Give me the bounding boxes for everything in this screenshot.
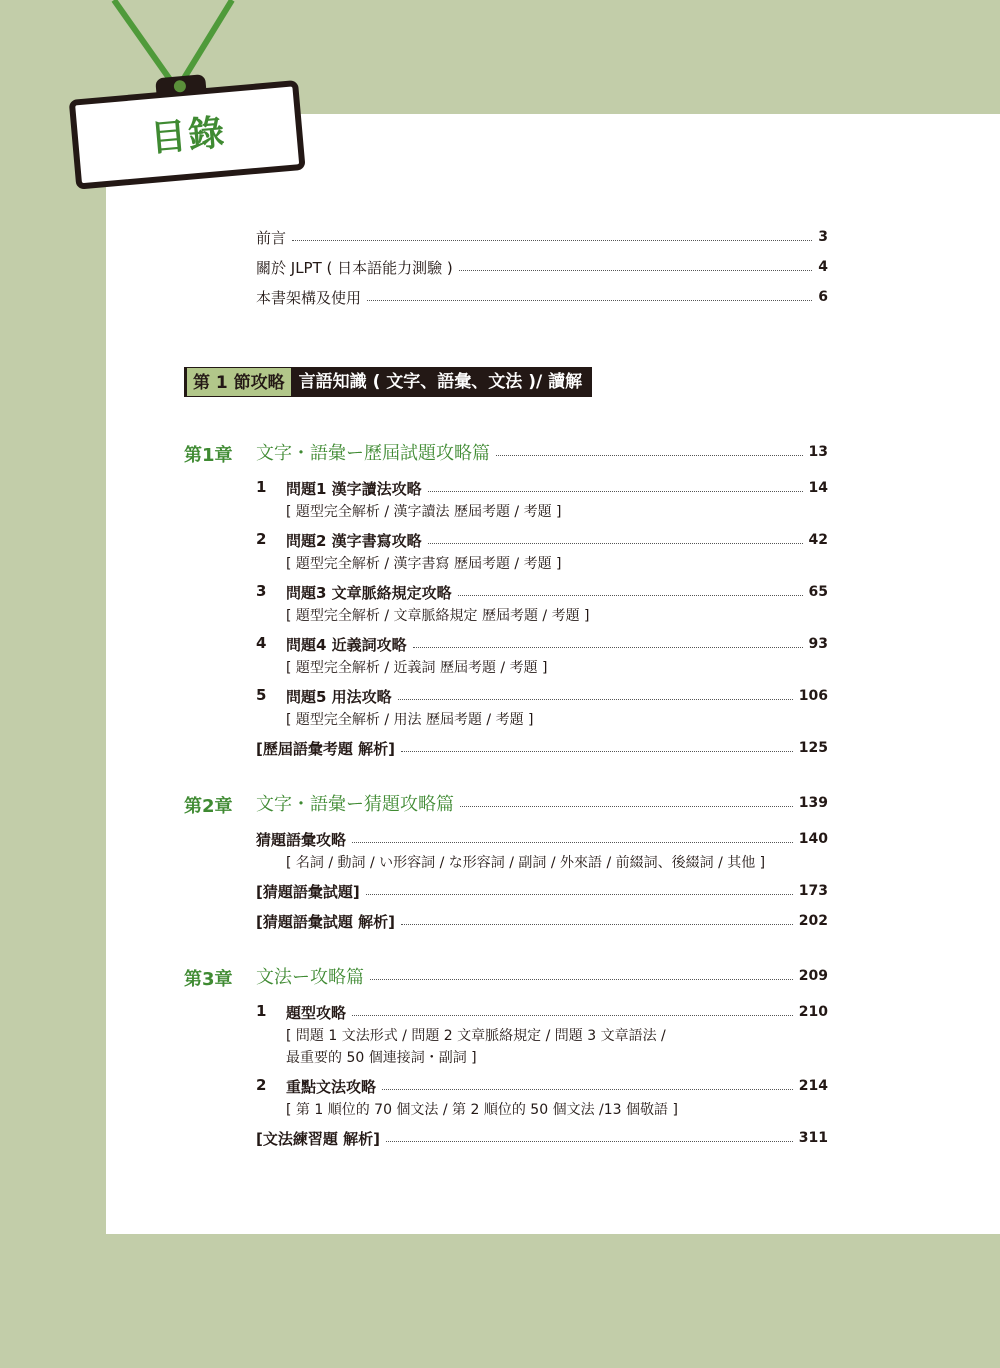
- item-number: 1: [256, 1002, 267, 1020]
- dot-leader: [413, 647, 803, 648]
- item-page: 106: [798, 688, 828, 704]
- dot-leader: [382, 1089, 793, 1090]
- toc-entry-label: 前言: [256, 228, 287, 247]
- item-title: 問題3 文章脈絡規定攻略: [286, 583, 452, 602]
- item-title: 猜題語彙攻略: [256, 830, 347, 849]
- section-title: 言語知識 ( 文字、語彙、文法 )/ 讀解: [291, 367, 592, 397]
- toc-entry-page: 6: [818, 289, 828, 305]
- dot-leader: [428, 543, 803, 544]
- extra-label: [猜題語彙試題 解析]: [256, 912, 395, 931]
- page-sheet: [106, 114, 1000, 1234]
- extra-label: [歷屆語彙考題 解析]: [256, 739, 395, 758]
- item-note: [ 題型完全解析 / 漢字讀法 歷屆考題 / 考題 ]: [286, 504, 562, 520]
- extra-page: 202: [798, 913, 828, 929]
- chapter-3-entry[interactable]: [256, 963, 828, 989]
- item-title: 問題4 近義詞攻略: [286, 635, 407, 654]
- dot-leader: [292, 240, 812, 241]
- item-title: 問題1 漢字讀法攻略: [286, 479, 422, 498]
- page-title: 目錄: [148, 112, 228, 160]
- dot-leader: [398, 699, 793, 700]
- item-page: 14: [808, 480, 828, 496]
- item-number: 5: [256, 686, 267, 704]
- dot-leader: [352, 842, 793, 843]
- item-note: [ 名詞 / 動詞 / い形容詞 / な形容詞 / 副詞 / 外來語 / 前綴詞、後綴詞 / 其他 ]: [286, 855, 766, 871]
- toc-entry-preface[interactable]: [256, 226, 828, 248]
- toc-entry-page: 4: [818, 259, 828, 275]
- chapter-title: 文字・語彙ー歷屆試題攻略篇: [256, 443, 490, 464]
- chapter-1-entry[interactable]: [256, 439, 828, 465]
- item-title: 題型攻略: [286, 1003, 347, 1022]
- toc-extra-3-1[interactable]: [256, 1127, 828, 1149]
- dot-leader: [401, 751, 793, 752]
- dot-leader: [460, 806, 793, 807]
- dot-leader: [370, 979, 793, 980]
- item-page: 93: [808, 636, 828, 652]
- toc-item-1-5[interactable]: [286, 685, 828, 707]
- toc-extra-1-1[interactable]: [256, 737, 828, 759]
- toc-entry-about-jlpt[interactable]: [256, 256, 828, 278]
- toc-item-3-1[interactable]: [286, 1001, 828, 1023]
- extra-label: [文法練習題 解析]: [256, 1129, 380, 1148]
- extra-label: [猜題語彙試題]: [256, 882, 360, 901]
- toc-extra-2-1[interactable]: [256, 880, 828, 902]
- dot-leader: [459, 270, 812, 271]
- toc-item-2-1[interactable]: [256, 828, 828, 850]
- dot-leader: [428, 491, 803, 492]
- item-note: [ 題型完全解析 / 漢字書寫 歷屆考題 / 考題 ]: [286, 556, 562, 572]
- chapter-3-label: 第3章: [184, 969, 233, 990]
- item-title: 問題2 漢字書寫攻略: [286, 531, 422, 550]
- item-number: 3: [256, 582, 267, 600]
- chapter-page: 209: [798, 968, 828, 984]
- dot-leader: [458, 595, 803, 596]
- toc-entry-label: 本書架構及使用: [256, 288, 362, 307]
- chapter-2-label: 第2章: [184, 796, 233, 817]
- extra-page: 311: [798, 1130, 828, 1146]
- item-title: 重點文法攻略: [286, 1077, 377, 1096]
- chapter-page: 13: [808, 444, 828, 460]
- toc-entry-page: 3: [818, 229, 828, 245]
- item-title: 問題5 用法攻略: [286, 687, 392, 706]
- chapter-2-entry[interactable]: [256, 790, 828, 816]
- toc-entry-label: 關於 JLPT ( 日本語能力測驗 ): [256, 258, 453, 277]
- toc-item-3-2[interactable]: [286, 1075, 828, 1097]
- toc-item-1-4[interactable]: [286, 633, 828, 655]
- extra-page: 125: [798, 740, 828, 756]
- item-page: 140: [798, 831, 828, 847]
- item-page: 42: [808, 532, 828, 548]
- item-page: 214: [798, 1078, 828, 1094]
- item-page: 65: [808, 584, 828, 600]
- dot-leader: [352, 1015, 793, 1016]
- item-note-line-2: 最重要的 50 個連接詞・副詞 ]: [286, 1050, 477, 1066]
- item-note: [ 問題 1 文法形式 / 問題 2 文章脈絡規定 / 問題 3 文章語法 /: [286, 1028, 666, 1044]
- chapter-page: 139: [798, 795, 828, 811]
- item-number: 2: [256, 1076, 267, 1094]
- toc-entry-book-structure[interactable]: [256, 286, 828, 308]
- item-page: 210: [798, 1004, 828, 1020]
- item-number: 2: [256, 530, 267, 548]
- section-heading: [184, 367, 592, 397]
- toc-extra-2-2[interactable]: [256, 910, 828, 932]
- item-note: [ 第 1 順位的 70 個文法 / 第 2 順位的 50 個文法 /13 個敬語 ]: [286, 1102, 678, 1118]
- item-note: [ 題型完全解析 / 近義詞 歷屆考題 / 考題 ]: [286, 660, 548, 676]
- chapter-1-label: 第1章: [184, 445, 233, 466]
- dot-leader: [366, 894, 793, 895]
- toc-item-1-1[interactable]: [286, 477, 828, 499]
- dot-leader: [367, 300, 812, 301]
- item-number: 4: [256, 634, 267, 652]
- dot-leader: [386, 1141, 793, 1142]
- item-note: [ 題型完全解析 / 文章脈絡規定 歷屆考題 / 考題 ]: [286, 608, 590, 624]
- title-tag: [69, 80, 302, 185]
- toc-item-1-3[interactable]: [286, 581, 828, 603]
- chapter-title: 文法ー攻略篇: [256, 967, 364, 988]
- dot-leader: [496, 455, 803, 456]
- item-note: [ 題型完全解析 / 用法 歷屆考題 / 考題 ]: [286, 712, 534, 728]
- chapter-title: 文字・語彙ー猜題攻略篇: [256, 794, 454, 815]
- section-label: 第 1 節攻略: [184, 367, 291, 397]
- item-number: 1: [256, 478, 267, 496]
- toc-item-1-2[interactable]: [286, 529, 828, 551]
- dot-leader: [401, 924, 793, 925]
- extra-page: 173: [798, 883, 828, 899]
